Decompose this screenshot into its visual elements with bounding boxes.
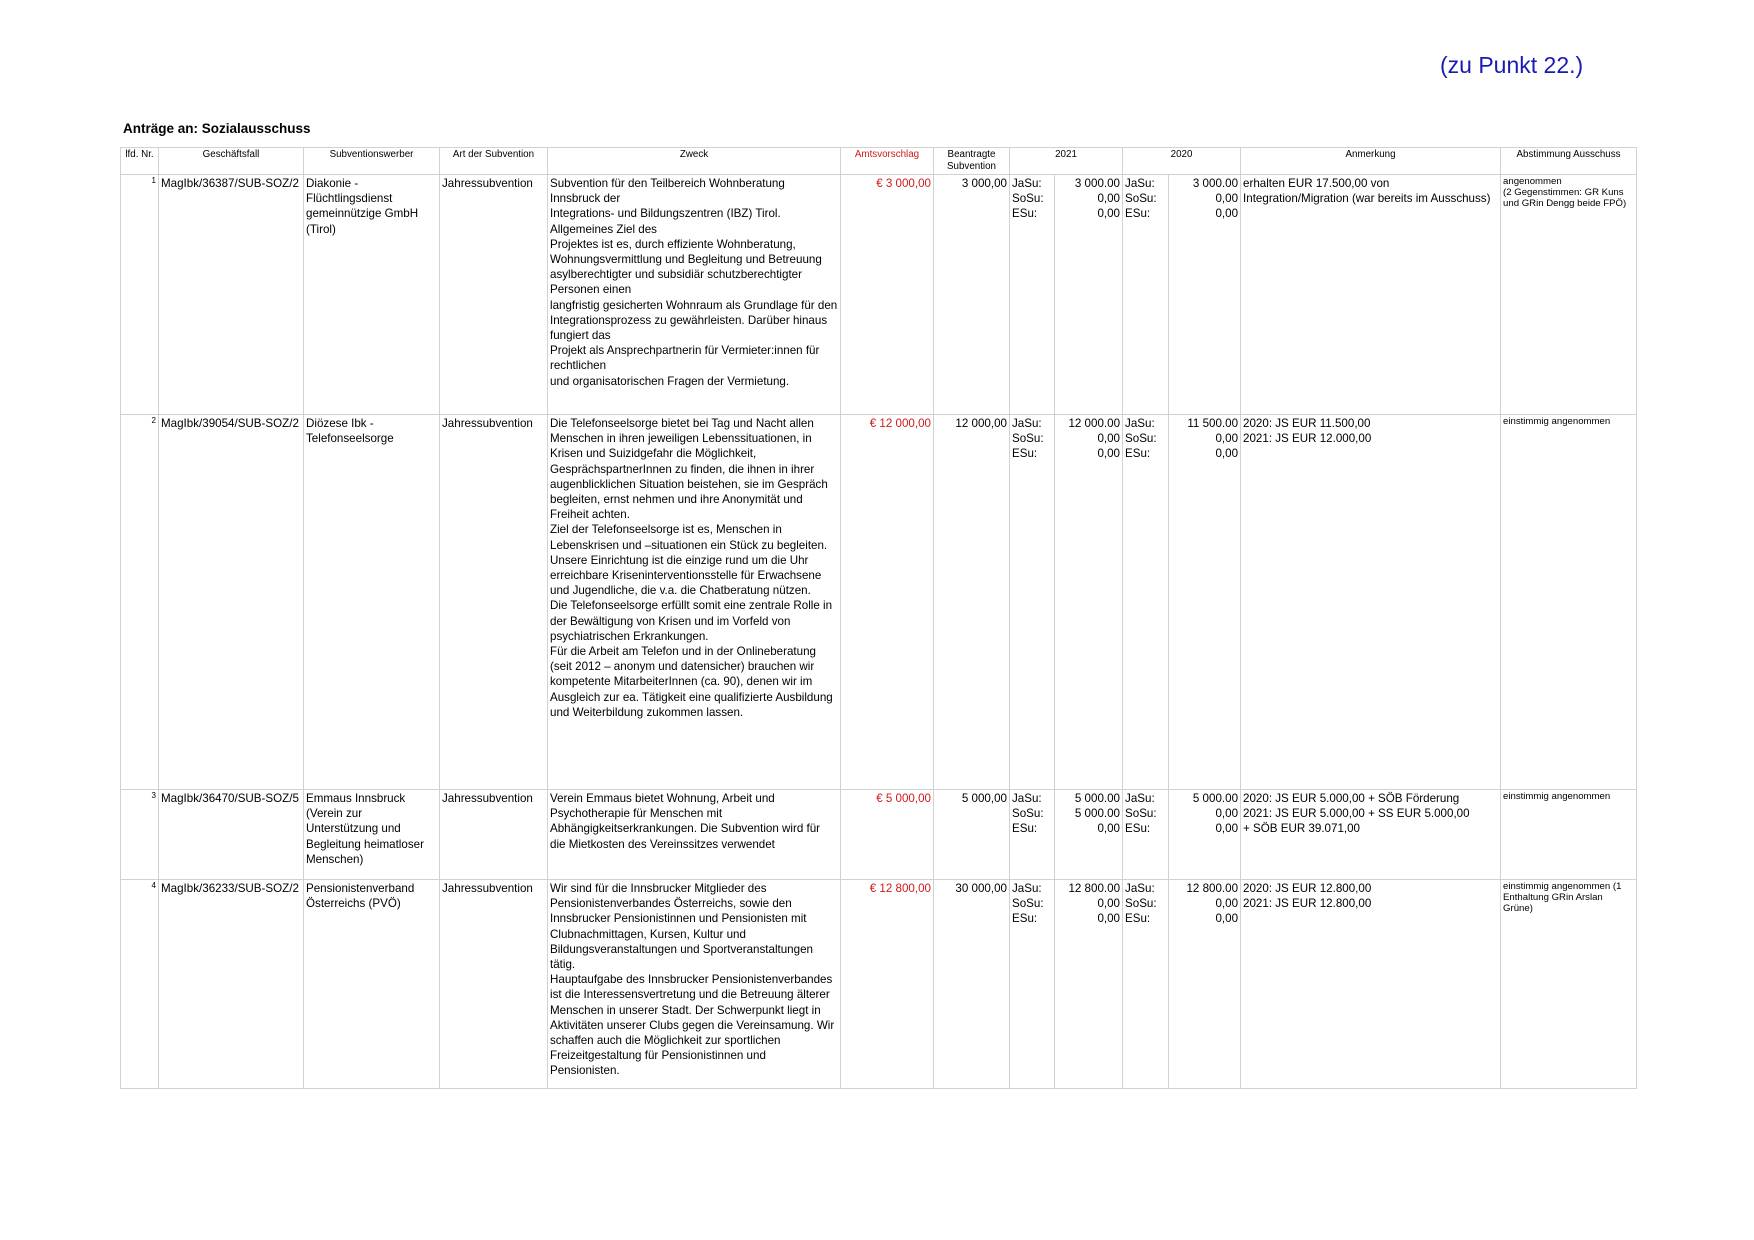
header-art: Art der Subvention <box>440 148 548 175</box>
labels-2021-cell: JaSu: SoSu: ESu: <box>1010 790 1055 880</box>
page-reference: (zu Punkt 22.) <box>1440 52 1584 78</box>
abstimmung-cell: angenommen (2 Gegenstimmen: GR Kuns und GRin Dengg beide FPÖ) <box>1501 175 1637 415</box>
beantragt-cell: 5 000,00 <box>934 790 1010 880</box>
beantragt-cell: 12 000,00 <box>934 415 1010 790</box>
header-year-2021: 2021 <box>1010 148 1123 175</box>
zweck-text: Wir sind für die Innsbrucker Mitglieder des Pensionistenverbandes Österreichs, sowie den Innsbrucker Pensionistinnen und Pensionisten mit Clubnachmittagen, Kursen, Kultur und Bildungsveranstaltungen und Sportveranstaltungen tätig. Hauptaufgabe des Innsbrucker Pensionistenverbandes ist die Interessensvertretung und die Betreuung älterer Menschen in unserer Stadt. Der Schwerpunkt liegt in Aktivitäten unserer Clubs gegen die Vereinsamung. Wir schaffen auch die Möglichkeit zur sportlichen Freizeitgestaltung für Pensionistinnen und Pensionisten. <box>550 882 835 1078</box>
values-2020-cell: 12 800.00 0,00 0,00 <box>1169 880 1241 1089</box>
table-header-row <box>121 148 1637 175</box>
labels-2021-cell: JaSu: SoSu: ESu: <box>1010 175 1055 415</box>
geschaeftsfall-cell: MagIbk/36387/SUB-SOZ/2 <box>159 175 304 415</box>
labels-2020-cell: JaSu: SoSu: ESu: <box>1123 175 1169 415</box>
beantragt-cell: 3 000,00 <box>934 175 1010 415</box>
table-row <box>121 175 1637 415</box>
labels-2020-cell: JaSu: SoSu: ESu: <box>1123 880 1169 1089</box>
header-anmerkung: Anmerkung <box>1241 148 1501 175</box>
header-zweck: Zweck <box>548 148 841 175</box>
amtsvorschlag-cell: € 12 800,00 <box>841 880 934 1089</box>
values-2021-cell: 3 000.00 0,00 0,00 <box>1055 175 1123 415</box>
subsidy-table <box>120 147 1637 1089</box>
table-row <box>121 880 1637 1089</box>
values-2020-cell: 3 000.00 0,00 0,00 <box>1169 175 1241 415</box>
amtsvorschlag-cell: € 12 000,00 <box>841 415 934 790</box>
row-number: 3 <box>121 790 159 880</box>
header-abstimmung: Abstimmung Ausschuss <box>1501 148 1637 175</box>
values-2020-cell: 11 500.00 0,00 0,00 <box>1169 415 1241 790</box>
row-number: 4 <box>121 880 159 1089</box>
anmerkung-cell: 2020: JS EUR 11.500,00 2021: JS EUR 12.000,00 <box>1241 415 1501 790</box>
row-number: 1 <box>121 175 159 415</box>
subventionswerber-cell: Diakonie - Flüchtlingsdienst gemeinnützige GmbH (Tirol) <box>304 175 440 415</box>
abstimmung-cell: einstimmig angenommen <box>1501 415 1637 790</box>
zweck-cell <box>548 880 841 1089</box>
beantragt-cell: 30 000,00 <box>934 880 1010 1089</box>
amtsvorschlag-cell: € 5 000,00 <box>841 790 934 880</box>
abstimmung-cell: einstimmig angenommen <box>1501 790 1637 880</box>
abstimmung-cell: einstimmig angenommen (1 Enthaltung GRin Arslan Grüne) <box>1501 880 1637 1089</box>
labels-2020-cell: JaSu: SoSu: ESu: <box>1123 415 1169 790</box>
zweck-cell <box>548 415 841 790</box>
zweck-cell <box>548 790 841 880</box>
zweck-text: Die Telefonseelsorge bietet bei Tag und Nacht allen Menschen in ihren jeweiligen Lebenssituationen, in Krisen und Suizidgefahr die Möglichkeit, GesprächspartnerInnen zu finden, die ihnen in ihrer augenblicklichen Situation beistehen, sie im Gespräch begleiten, ernst nehmen und ihre Anonymität und Freiheit achten. Ziel der Telefonseelsorge ist es, Menschen in Lebenskrisen und –situationen ein Stück zu begleiten. Unsere Einrichtung ist die einzige rund um die Uhr erreichbare Kriseninterventionsstelle für Erwachsene und Jugendliche, die v.a. die Chatberatung nützen. Die Telefonseelsorge erfüllt somit eine zentrale Rolle in der Bewältigung von Krisen und im Vorfeld von psychiatrischen Erkrankungen. Für die Arbeit am Telefon und in der Onlineberatung (seit 2012 – anonym und datensicher) brauchen wir kompetente MitarbeiterInnen (ca. 90), denen wir im Ausgleich zur ea. Tätigkeit eine qualifizierte Ausbildung und Weiterbildung zukommen lassen. <box>550 417 833 719</box>
header-nr: lfd. Nr. <box>121 148 159 175</box>
header-beantragte-subvention: Beantragte Subvention <box>934 148 1010 175</box>
table-row <box>121 790 1637 880</box>
amtsvorschlag-cell: € 3 000,00 <box>841 175 934 415</box>
art-cell: Jahressubvention <box>440 790 548 880</box>
row-number: 2 <box>121 415 159 790</box>
subventionswerber-cell: Pensionistenverband Österreichs (PVÖ) <box>304 880 440 1089</box>
art-cell: Jahressubvention <box>440 880 548 1089</box>
art-cell: Jahressubvention <box>440 415 548 790</box>
labels-2021-cell: JaSu: SoSu: ESu: <box>1010 415 1055 790</box>
header-amtsvorschlag: Amtsvorschlag <box>841 148 934 175</box>
table-row <box>121 415 1637 790</box>
labels-2020-cell: JaSu: SoSu: ESu: <box>1123 790 1169 880</box>
anmerkung-cell: 2020: JS EUR 5.000,00 + SÖB Förderung 2021: JS EUR 5.000,00 + SS EUR 5.000,00 + SÖB EUR 39.071,00 <box>1241 790 1501 880</box>
zweck-cell <box>548 175 841 415</box>
anmerkung-cell: 2020: JS EUR 12.800,00 2021: JS EUR 12.800,00 <box>1241 880 1501 1089</box>
labels-2021-cell: JaSu: SoSu: ESu: <box>1010 880 1055 1089</box>
section-heading: Anträge an: Sozialausschuss <box>123 121 311 136</box>
geschaeftsfall-cell: MagIbk/36233/SUB-SOZ/2 <box>159 880 304 1089</box>
subventionswerber-cell: Diözese Ibk - Telefonseelsorge <box>304 415 440 790</box>
subventionswerber-cell: Emmaus Innsbruck (Verein zur Unterstützung und Begleitung heimatloser Menschen) <box>304 790 440 880</box>
art-cell: Jahressubvention <box>440 175 548 415</box>
values-2020-cell: 5 000.00 0,00 0,00 <box>1169 790 1241 880</box>
geschaeftsfall-cell: MagIbk/39054/SUB-SOZ/2 <box>159 415 304 790</box>
header-subventionswerber: Subventionswerber <box>304 148 440 175</box>
values-2021-cell: 5 000.00 5 000.00 0,00 <box>1055 790 1123 880</box>
header-geschaeftsfall: Geschäftsfall <box>159 148 304 175</box>
zweck-text: Verein Emmaus bietet Wohnung, Arbeit und Psychotherapie für Menschen mit Abhängigkeitserkrankungen. Die Subvention wird für die Mietkosten des Vereinssitzes verwendet <box>550 792 821 851</box>
zweck-text: Subvention für den Teilbereich Wohnberatung Innsbruck der Integrations- und Bildungszentren (IBZ) Tirol. Allgemeines Ziel des Projektes ist es, durch effiziente Wohnberatung, Wohnungsvermittlung und Begleitung und Betreuung asylberechtigter und subsidiär schutzberechtigter Personen einen langfristig gesicherten Wohnraum als Grundlage für den Integrationsprozess zu gewährleisten. Darüber hinaus fungiert das Projekt als Ansprechpartnerin für Vermieter:innen für rechtlichen und organisatorischen Fragen der Vermietung. <box>550 177 838 388</box>
anmerkung-cell: erhalten EUR 17.500,00 von Integration/Migration (war bereits im Ausschuss) <box>1241 175 1501 415</box>
values-2021-cell: 12 800.00 0,00 0,00 <box>1055 880 1123 1089</box>
geschaeftsfall-cell: MagIbk/36470/SUB-SOZ/5 <box>159 790 304 880</box>
header-year-2020: 2020 <box>1123 148 1241 175</box>
values-2021-cell: 12 000.00 0,00 0,00 <box>1055 415 1123 790</box>
